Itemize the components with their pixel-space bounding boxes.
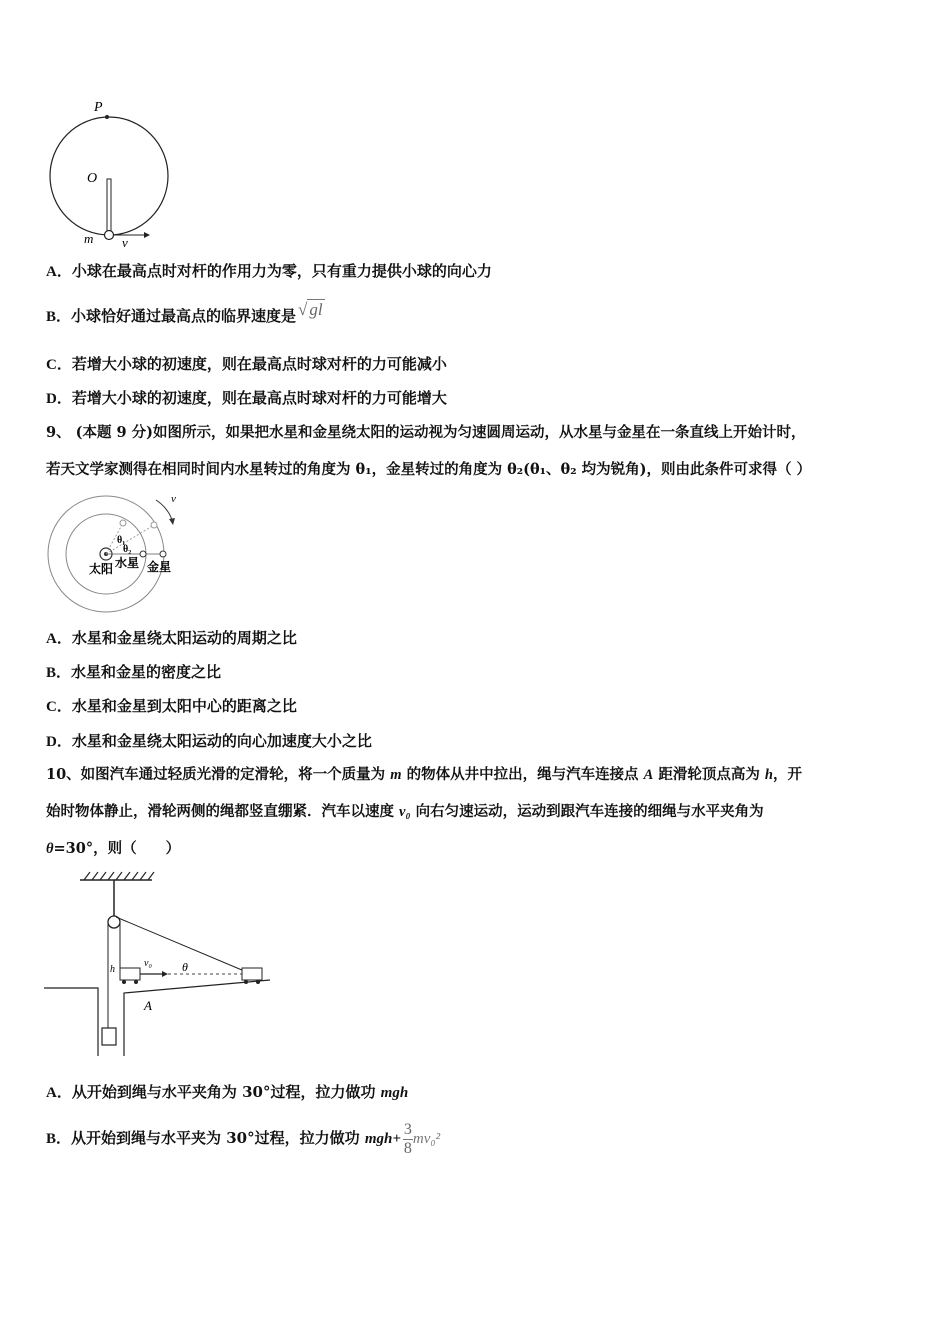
option-letter: A． — [46, 264, 72, 280]
sqrt-radicand: gl — [309, 300, 323, 319]
v0-arrowhead — [162, 971, 168, 977]
option-letter: C． — [46, 357, 72, 373]
car-final-wheel — [244, 980, 248, 984]
mercury-start — [140, 551, 146, 557]
label-m: m — [84, 231, 94, 246]
q10-stem-line1 — [46, 765, 802, 785]
var-h: h — [764, 767, 773, 783]
label-v: v — [122, 235, 128, 250]
option-letter: B． — [46, 309, 72, 325]
work-expression: mgh+ — [364, 1131, 401, 1147]
option-text: 小球恰好通过最高点的临界速度是 — [71, 307, 297, 325]
option-letter: D． — [46, 734, 72, 750]
option-text: 小球在最高点时对杆的作用力为零，只有重力提供小球的向心力 — [71, 262, 492, 280]
venus-start — [160, 551, 166, 557]
q10-option-a — [46, 1082, 408, 1103]
var-m: m — [390, 767, 402, 783]
sqrt-expression: √ gl — [298, 300, 323, 319]
option-letter: B． — [46, 665, 72, 681]
car-initial — [120, 968, 140, 980]
stem-text: 始时物体静止，滑轮两侧的绳都竖直绷紧．汽车以速度 — [46, 803, 400, 820]
var-theta: θ — [46, 841, 54, 857]
q10-stem-line3 — [46, 839, 180, 859]
label-v0: v₀ — [144, 958, 152, 969]
fraction-denominator: 8 — [403, 1139, 412, 1157]
label-theta2: θ₂ — [123, 544, 132, 555]
rod — [107, 179, 111, 233]
option-text: 若增大小球的初速度，则在最高点时球对杆的力可能增大 — [71, 389, 447, 407]
option-letter: A． — [46, 1085, 72, 1101]
option-letter: B． — [46, 1131, 72, 1147]
q9-option-a — [46, 628, 297, 649]
label-p: P — [94, 100, 103, 115]
car-initial-wheel — [134, 980, 138, 984]
label-h: h — [110, 964, 115, 975]
label-venus: 金星 — [147, 560, 172, 574]
car-final-wheel — [256, 980, 260, 984]
option-letter: A． — [46, 631, 72, 647]
ball — [105, 231, 114, 240]
hanging-block — [102, 1028, 116, 1045]
option-letter: C． — [46, 699, 72, 715]
option-letter: D． — [46, 391, 72, 407]
mercury-later — [120, 520, 126, 526]
label-theta1: θ₁ — [117, 535, 126, 546]
stem-text: 距滑轮顶点高为 — [653, 766, 765, 783]
label-theta: θ — [182, 960, 188, 974]
q9-option-b — [46, 662, 221, 683]
stem-text: 向右匀速运动，运动到跟汽车连接的细绳与水平夹角为 — [410, 803, 764, 820]
fraction-numerator: 3 — [403, 1120, 412, 1138]
pulley-well-figure — [44, 870, 270, 1058]
option-text: 从开始到绳与水平夹为 30°过程，拉力做功 — [71, 1129, 365, 1147]
option-text: 水星和金星的密度之比 — [71, 663, 222, 681]
kinetic-term: mv₀² — [412, 1131, 441, 1147]
q9-stem-line1: 9、 (本题 9 分)如图所示，如果把水星和金星绕太阳的运动视为匀速圆周运动，从水星与金星在一条直线上开始计时， — [46, 424, 806, 441]
orbit-figure — [44, 492, 184, 616]
var-v0: v₀ — [399, 804, 411, 820]
ground-right — [124, 980, 270, 1056]
option-text: 若增大小球的初速度，则在最高点时球对杆的力可能减小 — [71, 355, 447, 373]
var-a: A — [643, 767, 654, 783]
car-initial-wheel — [122, 980, 126, 984]
stem-text: =30°，则（ ） — [53, 840, 181, 857]
stem-text: 10、如图汽车通过轻质光滑的定滑轮，将一个质量为 — [46, 766, 391, 783]
q10-stem-line2 — [46, 802, 764, 822]
motion-arc — [156, 500, 172, 520]
label-a: A — [144, 998, 152, 1013]
q8-option-c — [46, 354, 447, 375]
label-v: v — [171, 493, 176, 505]
label-sun: 太阳 — [89, 562, 114, 576]
option-text: 从开始到绳与水平夹角为 30°过程，拉力做功 — [71, 1083, 381, 1101]
label-mercury: 水星 — [115, 556, 140, 570]
q9-stem-line2: 若天文学家测得在相同时间内水星转过的角度为 θ₁，金星转过的角度为 θ₂(θ₁、θ₂ 均为锐角)，则由此条件可求得（ ） — [46, 461, 811, 478]
q9-option-c — [46, 696, 297, 717]
velocity-arrowhead — [144, 232, 150, 238]
ground-left — [44, 988, 98, 1056]
q10-option-b — [46, 1118, 440, 1159]
option-text: 水星和金星到太阳中心的距离之比 — [71, 697, 297, 715]
q8-option-d — [46, 388, 447, 409]
work-expression: mgh — [380, 1085, 409, 1101]
ceiling-hatch — [84, 872, 154, 880]
q8-option-b — [46, 300, 325, 327]
point-p — [105, 115, 109, 119]
car-final — [242, 968, 262, 980]
stem-text: ，开 — [772, 766, 802, 783]
circular-motion-figure — [40, 95, 170, 255]
stem-text: 的物体从井中拉出，绳与汽车连接点 — [401, 766, 644, 783]
fraction — [403, 1121, 413, 1158]
q8-option-a — [46, 261, 492, 282]
motion-arrowhead — [169, 518, 175, 525]
option-text: 水星和金星绕太阳运动的周期之比 — [71, 629, 297, 647]
q9-option-d — [46, 731, 372, 752]
label-o: O — [87, 171, 98, 186]
venus-later — [151, 522, 157, 528]
option-text: 水星和金星绕太阳运动的向心加速度大小之比 — [71, 732, 372, 750]
